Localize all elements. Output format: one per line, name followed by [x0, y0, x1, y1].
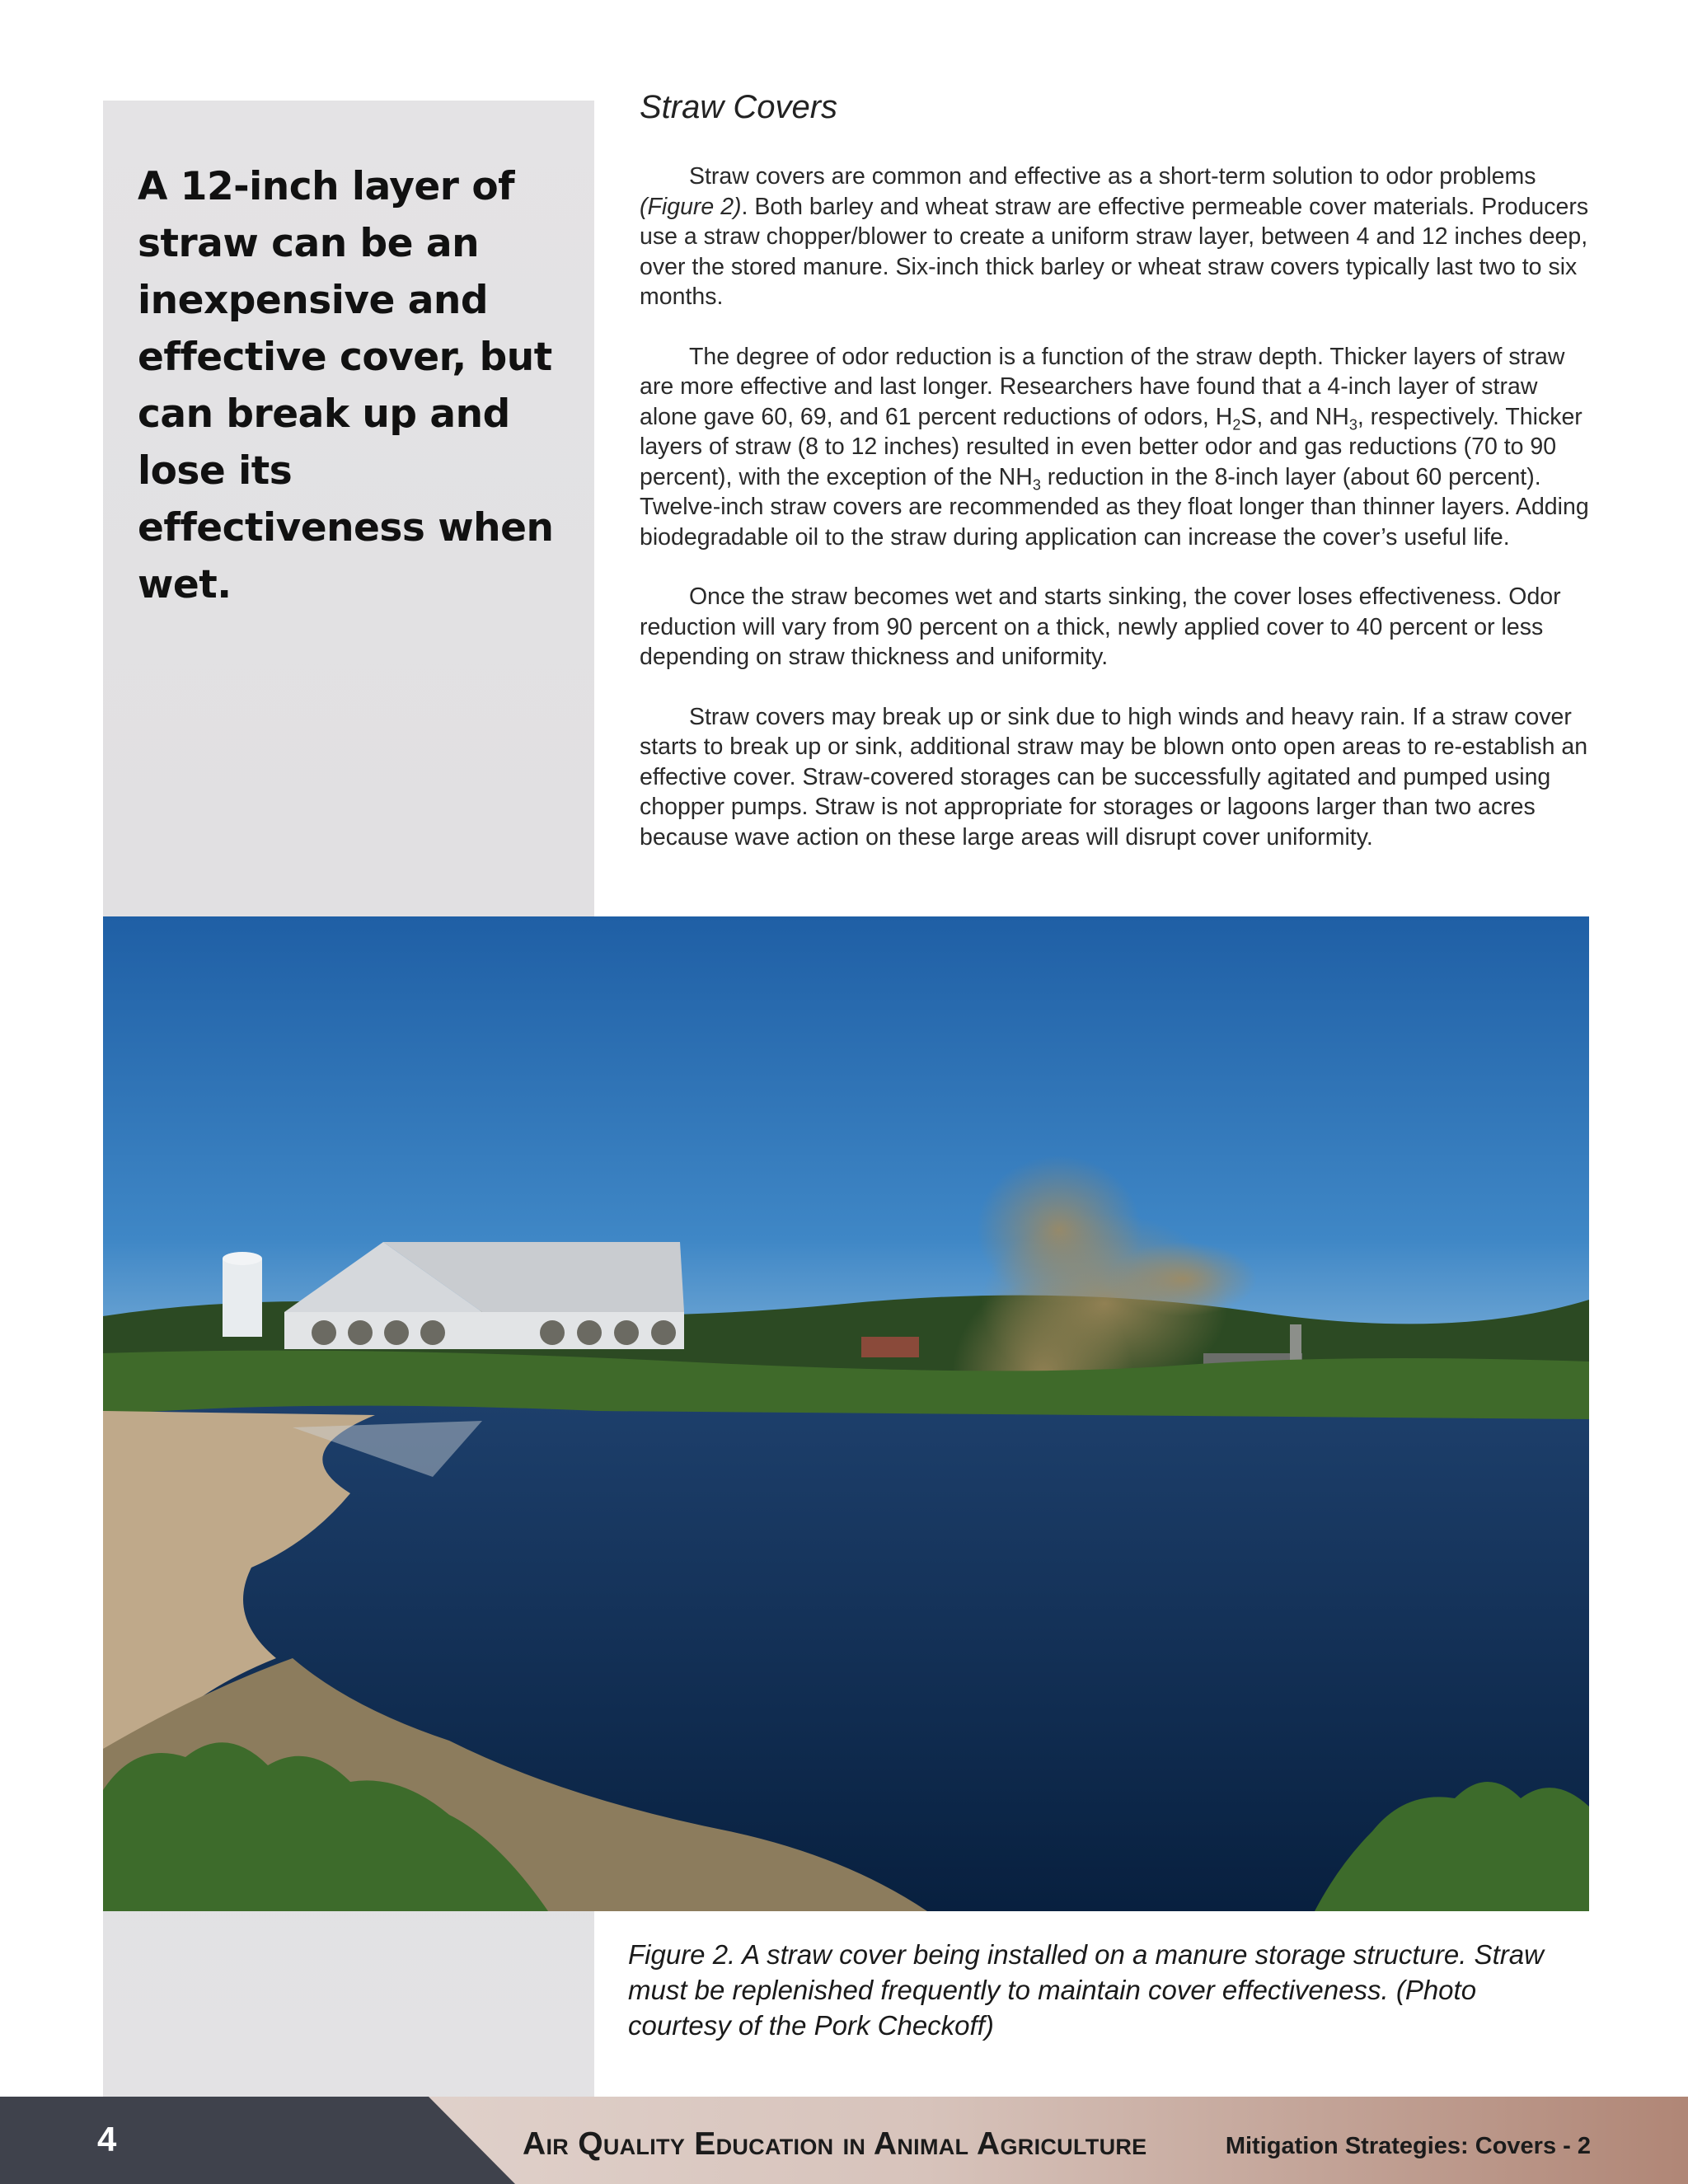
paragraph-4: Straw covers may break up or sink due to high winds and heavy rain. If a straw cover starts to break up or sink, additional straw may be blown onto open areas to re-establish an effective cover. Straw-covered storages can be successfully agitated and pumped using chopper pumps. Straw is not appropriate for storages or lagoons larger than two acres because wave action on these large areas will disrupt cover uniformity. — [640, 703, 1588, 851]
section-title: Straw Covers — [640, 89, 838, 125]
paragraph-2: The degree of odor reduction is a function of the straw depth. Thicker layers of straw are more effective and last longer. Researchers have found that a 4-inch layer of straw alone gave 60, 69, and 61 percent reductions of odors, $H_2S$, and $NH_3$, respectively. Thicker layers of straw (8 to 12 inches) resulted in even better odor and gas reductions (70 to 90 percent), with the exception of the $NH_3$ reduction in the 8-inch layer (about 60 percent). Twelve-inch straw covers are recommended as they float longer than thinner layers. Adding biodegradable oil to the straw during application can increase the cover’s useful life. — [640, 343, 1589, 551]
figure-photo — [103, 916, 1589, 1911]
paragraph-1: Straw covers are common and effective as a short-term solution to odor problems (Figure 2). Both barley and wheat straw are effective permeable cover materials. Producers use a straw chopper/blower to create a uniform straw layer, between 4 and 12 inches deep, over the stored manure. Six-inch thick barley or wheat straw covers typically last two to six months. — [640, 163, 1589, 310]
footer-page-tab — [0, 2097, 515, 2184]
page-footer — [0, 2097, 1688, 2184]
page-number: 4 — [97, 2120, 117, 2158]
article-body — [640, 162, 1591, 882]
paragraph-3: Once the straw becomes wet and starts sinking, the cover loses effectiveness. Odor reduction will vary from 90 percent on a thick, newly applied cover to 40 percent or less depending on straw thickness and uniformity. — [640, 583, 1561, 670]
figure-reference: (Figure 2) — [640, 193, 742, 220]
section-subtitle: Mitigation Strategies: Covers - 2 — [1225, 2133, 1591, 2159]
pull-quote: A 12-inch layer of straw can be an inexpensive and effective cover, but can break up and lose its effectiveness when wet. — [138, 164, 554, 607]
figure-caption: Figure 2. A straw cover being installed on a manure storage structure. Straw must be replenished frequently to maintain cover effectiveness. (Photo courtesy of the Pork Checkoff) — [628, 1939, 1544, 2041]
publication-title: Air Quality Education in Animal Agriculture — [523, 2126, 1147, 2162]
